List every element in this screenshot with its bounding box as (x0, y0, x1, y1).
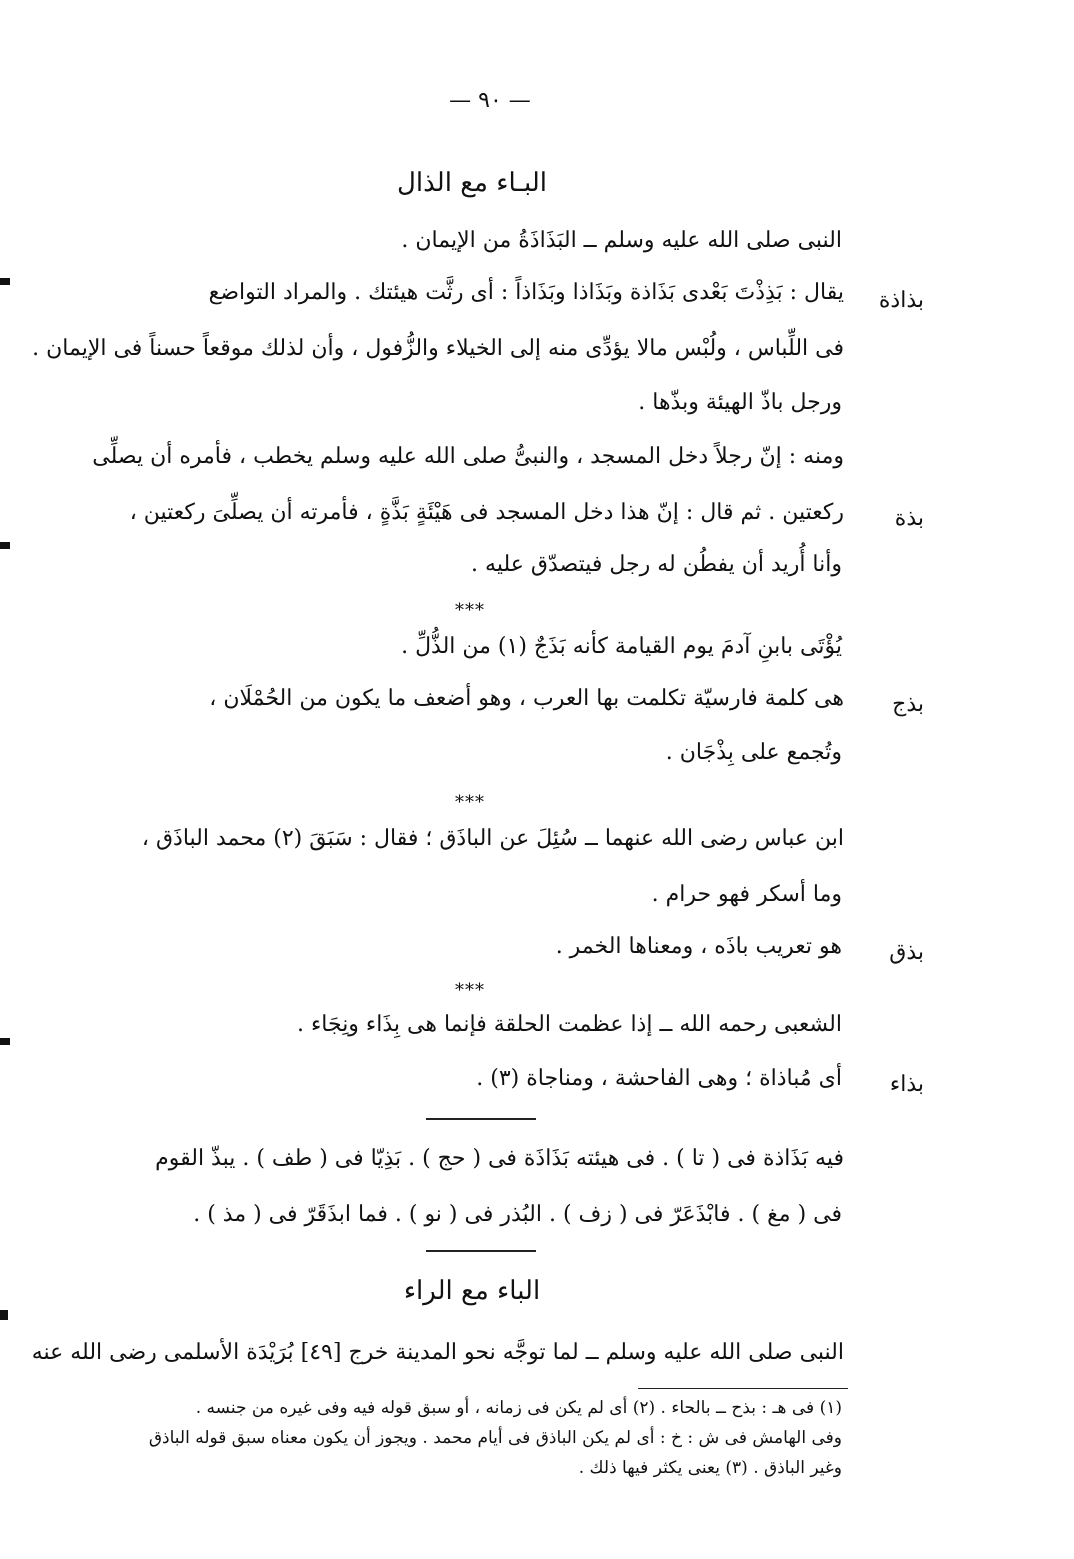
text-line: فى اللِّباس ، ولُبْس مالا يؤدِّى منه إلى الخيلاء والزُّفول ، وأن لذلك موقعاً حسناً فى الإيمان . (32, 336, 844, 361)
crossref-line: فيه بَذَاذة فى ( تا ) . فى هيئته بَذَاذَة فى ( حج ) . بَذِيّا فى ( طف ) . يبذّ القوم (155, 1146, 844, 1171)
headword-badhadha: بذاذة (878, 288, 924, 313)
separator-stars: *** (455, 600, 485, 621)
section-divider (426, 1250, 536, 1252)
page-number: — ٩٠ — (449, 88, 531, 113)
footnote-line: (١) فى هـ : بذح ــ بالحاء . (٢) أى لم يكن فى زمانه ، أو سبق قوله فيه وفى غيره من جنسه . (195, 1398, 842, 1418)
footnote-line: وغير الباذق . (٣) يعنى يكثر فيها ذلك . (578, 1458, 842, 1478)
text-line: ابن عباس رضى الله عنهما ــ سُئِلَ عن الباذَق ؛ فقال : سَبَقَ (٢) محمد الباذَق ، (141, 826, 844, 851)
text-line: أى مُباذاة ؛ وهى الفاحشة ، ومناجاة (٣) . (476, 1066, 842, 1091)
headword-badha: بذاء (889, 1072, 924, 1097)
text-line: يقال : بَذِذْتَ بَعْدى بَذَاذة وبَذَاذا وبَذَاذاً : أى رثَّت هيئتك . والمراد التواضع (208, 280, 844, 305)
headword-badhdha: بذة (894, 506, 924, 531)
text-line: النبى صلى الله عليه وسلم ــ لما توجَّه نحو المدينة خرج [٤٩] بُرَيْدَة الأسلمى رضى الله عنه (31, 1340, 844, 1365)
separator-stars: *** (455, 792, 485, 813)
scan-edge-mark (0, 1310, 8, 1320)
headword-badhaj: بذج (892, 692, 924, 717)
scan-edge-mark (0, 1038, 10, 1045)
crossref-line: فى ( مغ ) . فابْذَعَرّ فى ( زف ) . البُذر فى ( نو ) . فما ابذَقَرّ فى ( مذ ) . (193, 1202, 842, 1227)
scan-edge-mark (0, 278, 10, 285)
text-line: وتُجمع على بِذْجَان . (665, 740, 842, 765)
text-line: هى كلمة فارسيّة تكلمت بها العرب ، وهو أضعف ما يكون من الحُمْلَان ، (209, 686, 844, 711)
text-line: الشعبى رحمه الله ــ إذا عظمت الحلقة فإنما هى بِذَاء ونِجَاء . (296, 1012, 842, 1037)
text-line: وأنا أُريد أن يفطُن له رجل فيتصدّق عليه . (471, 552, 842, 577)
scan-edge-mark (0, 542, 10, 549)
text-line: النبى صلى الله عليه وسلم ــ البَذَاذَةُ من الإيمان . (401, 228, 842, 253)
section-title-ba-dhal: البـاء مع الذال (397, 168, 547, 198)
text-line: ركعتين . ثم قال : إنّ هذا دخل المسجد فى هَيْئَةٍ بَذَّةٍ ، فأمرته أن يصلِّىَ ركعتين ، (129, 500, 844, 525)
footnote-line: وفى الهامش فى ش : خ : أى لم يكن الباذق فى أيام محمد . ويجوز أن يكون معناه سبق قوله الباذق (148, 1428, 842, 1448)
section-divider (426, 1118, 536, 1120)
text-line: هو تعريب باذَه ، ومعناها الخمر . (555, 934, 842, 959)
separator-stars: *** (455, 980, 485, 1001)
text-line: ومنه : إنّ رجلاً دخل المسجد ، والنبىُّ صلى الله عليه وسلم يخطب ، فأمره أن يصلِّى (92, 444, 844, 469)
headword-badhaq: بذق (889, 940, 924, 965)
footnote-rule (638, 1388, 848, 1389)
section-title-ba-ra: الباء مع الراء (403, 1276, 541, 1306)
text-line: وما أسكر فهو حرام . (651, 882, 842, 907)
text-line: يُؤْتَى بابنِ آدمَ يوم القيامة كأنه بَذَجٌ (١) من الذُّلِّ . (401, 634, 842, 659)
text-line: ورجل باذّ الهيئة وبذّها . (638, 390, 842, 415)
